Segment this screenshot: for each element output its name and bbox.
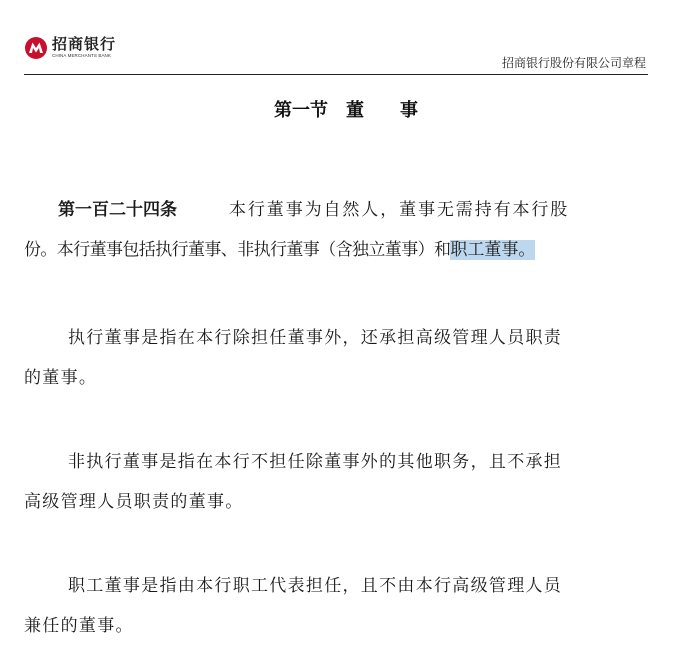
article-number: 第一百二十四条 <box>58 200 177 220</box>
paragraph-line: 职工董事是指由本行职工代表担任，且不由本行高级管理人员 <box>68 576 563 596</box>
cmb-logo-icon <box>24 36 48 60</box>
section-heading <box>0 96 692 122</box>
paragraph-line: 执行董事是指在本行除担任董事外，还承担高级管理人员职责 <box>68 328 563 348</box>
section-word-2: 事 <box>400 100 418 121</box>
paragraph-non-executive-director <box>24 442 648 522</box>
section-word-1: 董 <box>346 100 364 121</box>
section-number: 第一节 <box>274 100 328 121</box>
selected-text-highlight[interactable]: 职工董事。 <box>450 240 536 260</box>
page-header <box>24 34 648 75</box>
paragraph-line: 兼任的董事。 <box>24 616 134 636</box>
article-line-2 <box>24 230 648 270</box>
article-paragraph <box>24 190 648 270</box>
paragraph-executive-director <box>24 318 648 398</box>
logo-chinese-name: 招商银行 <box>52 35 117 53</box>
paragraph-line: 的董事。 <box>24 368 98 388</box>
paragraph-line: 高级管理人员职责的董事。 <box>24 492 244 512</box>
paragraph-line: 非执行董事是指在本行不担任除董事外的其他职务，且不承担 <box>68 452 563 472</box>
article-line-1 <box>24 190 648 230</box>
bank-logo <box>24 36 116 60</box>
document-title: 招商银行股份有限公司章程 <box>501 56 646 70</box>
logo-english-name: CHINA MERCHANTS BANK <box>52 53 112 58</box>
article-line-2-text: 份。本行董事包括执行董事、非执行董事（含独立董事）和 <box>24 240 451 260</box>
article-line-1-text: 本行董事为自然人，董事无需持有本行股 <box>229 200 570 220</box>
paragraph-employee-director <box>24 566 648 646</box>
